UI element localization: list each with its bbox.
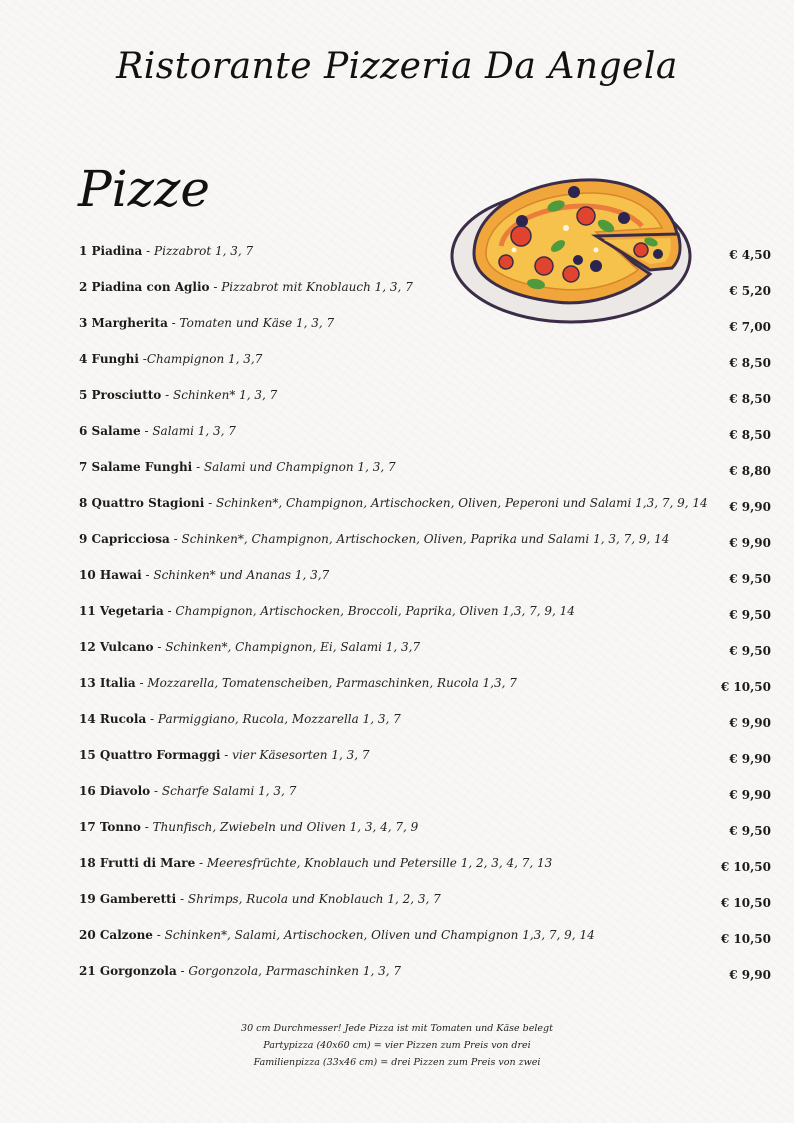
menu-item-line (79, 279, 413, 295)
menu-item-separator: - (140, 424, 153, 438)
menu-item-line (79, 819, 418, 835)
menu-item-line (79, 387, 277, 403)
menu-item-description: Thunfisch, Zwiebeln und Oliven 1, 3, 4, 7, 9 (152, 820, 419, 834)
menu-item-price: € 4,50 (729, 248, 771, 262)
menu-item-name: 1 Piadina (79, 244, 143, 258)
menu-item (79, 855, 773, 885)
menu-item (79, 711, 773, 741)
menu-item-line (79, 315, 334, 331)
menu-item-name: 10 Hawai (79, 568, 142, 582)
menu-item-price: € 9,90 (729, 500, 771, 514)
menu-item-separator: - (152, 928, 165, 942)
menu-item-name: 15 Quattro Formaggi (79, 748, 221, 762)
menu-item-price: € 9,50 (729, 644, 771, 658)
menu-item-name: 19 Gamberetti (79, 892, 177, 906)
menu-item-name: 8 Quattro Stagioni (79, 496, 205, 510)
menu-item-line (79, 351, 262, 367)
menu-item-line (79, 963, 401, 979)
menu-item-description: Schinken*, Salami, Artischocken, Oliven und Champignon 1,3, 7, 9, 14 (164, 928, 595, 942)
menu-item-line (79, 495, 708, 511)
menu-item-line (79, 747, 370, 763)
menu-item-description: vier Käsesorten 1, 3, 7 (232, 748, 370, 762)
menu-item-line (79, 567, 329, 583)
menu-item (79, 351, 773, 381)
menu-item-name: 5 Prosciutto (79, 388, 162, 402)
menu-item (79, 567, 773, 597)
menu-item (79, 783, 773, 813)
menu-item-line (79, 531, 669, 547)
menu-item-description: Champignon, Artischocken, Broccoli, Paprika, Oliven 1,3, 7, 9, 14 (175, 604, 575, 618)
menu-item-name: 20 Calzone (79, 928, 153, 942)
menu-item-separator: - (150, 784, 162, 798)
menu-item-line (79, 783, 296, 799)
menu-item (79, 963, 773, 993)
menu-item-separator: - (176, 964, 189, 978)
menu-item-description: Salami 1, 3, 7 (152, 424, 236, 438)
menu-item-price: € 10,50 (720, 680, 771, 694)
menu-item (79, 891, 773, 921)
menu-item (79, 495, 773, 525)
menu-item-separator: - (153, 640, 166, 654)
menu-item-description: Scharfe Salami 1, 3, 7 (161, 784, 297, 798)
menu-item (79, 603, 773, 633)
menu-item-separator: - (209, 280, 222, 294)
menu-item (79, 459, 773, 489)
menu-item-line (79, 423, 236, 439)
menu-item-separator: - (161, 388, 173, 402)
menu-item-name: 4 Funghi (79, 352, 139, 366)
menu-item-name: 9 Capricciosa (79, 532, 170, 546)
menu-item-separator: - (204, 496, 216, 510)
menu-item-name: 7 Salame Funghi (79, 460, 193, 474)
menu-item-line (79, 855, 552, 871)
menu-item-separator: - (163, 604, 176, 618)
menu-item-price: € 8,50 (729, 392, 771, 406)
menu-item-price: € 9,90 (729, 716, 771, 730)
footer-notes (0, 1020, 794, 1071)
menu-item-price: € 9,90 (729, 752, 771, 766)
footer-note-size: 30 cm Durchmesser! Jede Pizza ist mit Tomaten und Käse belegt (241, 1023, 553, 1034)
menu-item-name: 12 Vulcano (79, 640, 154, 654)
restaurant-title: Ristorante Pizzeria Da Angela (116, 46, 678, 87)
menu-item-price: € 10,50 (720, 932, 771, 946)
menu-item-name: 13 Italia (79, 676, 136, 690)
menu-item (79, 819, 773, 849)
menu-item-separator: - (195, 856, 207, 870)
menu-item-line (79, 675, 517, 691)
menu-item-separator: - (169, 532, 182, 546)
menu-item-description: Meeresfrüchte, Knoblauch und Petersille 1, 2, 3, 4, 7, 13 (206, 856, 553, 870)
footer-note-familienpizza: Familienpizza (33x46 cm) = drei Pizzen zum Preis von zwei (253, 1057, 541, 1068)
menu-item-line (79, 927, 595, 943)
menu-item (79, 387, 773, 417)
menu-item (79, 927, 773, 957)
menu-item-separator: - (140, 820, 153, 834)
menu-item-line (79, 459, 396, 475)
menu-item-line (79, 639, 420, 655)
menu-item-price: € 9,50 (729, 608, 771, 622)
menu-item-separator: - (192, 460, 204, 474)
menu-item-name: 3 Margherita (79, 316, 168, 330)
menu-item (79, 747, 773, 777)
menu-item-line (79, 891, 441, 907)
menu-item-price: € 9,90 (729, 968, 771, 982)
menu-item (79, 243, 773, 273)
menu-item-name: 6 Salame (79, 424, 141, 438)
section-title: Pizze (78, 160, 210, 218)
menu-item-line (79, 243, 253, 259)
menu-item (79, 279, 773, 309)
footer-note-partypizza: Partypizza (40x60 cm) = vier Pizzen zum Preis von drei (263, 1040, 531, 1051)
menu-item-name: 2 Piadina con Aglio (79, 280, 210, 294)
menu-item-name: 21 Gorgonzola (79, 964, 177, 978)
menu-item-price: € 9,90 (729, 788, 771, 802)
menu-item-separator: - (142, 244, 155, 258)
menu-item-description: Pizzabrot 1, 3, 7 (154, 244, 254, 258)
menu-item-price: € 10,50 (720, 896, 771, 910)
menu-item-price: € 7,00 (729, 320, 771, 334)
menu-item-description: Schinken* 1, 3, 7 (173, 388, 278, 402)
menu-item-separator: - (146, 712, 158, 726)
menu-item-name: 14 Rucola (79, 712, 147, 726)
menu-item-name: 11 Vegetaria (79, 604, 164, 618)
menu-item-name: 17 Tonno (79, 820, 141, 834)
menu-item-price: € 8,50 (729, 356, 771, 370)
menu-item-description: Shrimps, Rucola und Knoblauch 1, 2, 3, 7 (187, 892, 441, 906)
menu-item-description: Mozzarella, Tomatenscheiben, Parmaschinken, Rucola 1,3, 7 (147, 676, 517, 690)
menu-item-separator: - (138, 352, 147, 366)
menu-item-description: Parmiggiano, Rucola, Mozzarella 1, 3, 7 (157, 712, 401, 726)
menu-item (79, 423, 773, 453)
menu-item-price: € 8,80 (729, 464, 771, 478)
menu-item (79, 315, 773, 345)
menu-item-separator: - (167, 316, 180, 330)
menu-item-separator: - (141, 568, 154, 582)
menu-item (79, 639, 773, 669)
menu-item-separator: - (220, 748, 233, 762)
menu-item-price: € 9,50 (729, 824, 771, 838)
menu-item-price: € 8,50 (729, 428, 771, 442)
menu-item-price: € 10,50 (720, 860, 771, 874)
menu-item-price: € 9,90 (729, 536, 771, 550)
menu-item-description: Gorgonzola, Parmaschinken 1, 3, 7 (188, 964, 401, 978)
menu-item-description: Schinken*, Champignon, Ei, Salami 1, 3,7 (165, 640, 421, 654)
menu-item-description: Champignon 1, 3,7 (146, 352, 263, 366)
menu-item-description: Schinken* und Ananas 1, 3,7 (153, 568, 330, 582)
menu-item-line (79, 711, 401, 727)
menu-item-separator: - (176, 892, 188, 906)
menu-item-description: Salami und Champignon 1, 3, 7 (203, 460, 396, 474)
menu-item-description: Pizzabrot mit Knoblauch 1, 3, 7 (221, 280, 413, 294)
menu-item (79, 531, 773, 561)
menu-item-price: € 9,50 (729, 572, 771, 586)
menu-item-separator: - (135, 676, 148, 690)
menu-item-line (79, 603, 575, 619)
menu-item-name: 16 Diavolo (79, 784, 151, 798)
menu-item (79, 675, 773, 705)
menu-item-price: € 5,20 (729, 284, 771, 298)
menu-item-description: Tomaten und Käse 1, 3, 7 (179, 316, 335, 330)
menu-item-description: Schinken*, Champignon, Artischocken, Oliven, Peperoni und Salami 1,3, 7, 9, 14 (215, 496, 708, 510)
menu-item-description: Schinken*, Champignon, Artischocken, Oliven, Paprika und Salami 1, 3, 7, 9, 14 (181, 532, 670, 546)
menu-item-name: 18 Frutti di Mare (79, 856, 196, 870)
